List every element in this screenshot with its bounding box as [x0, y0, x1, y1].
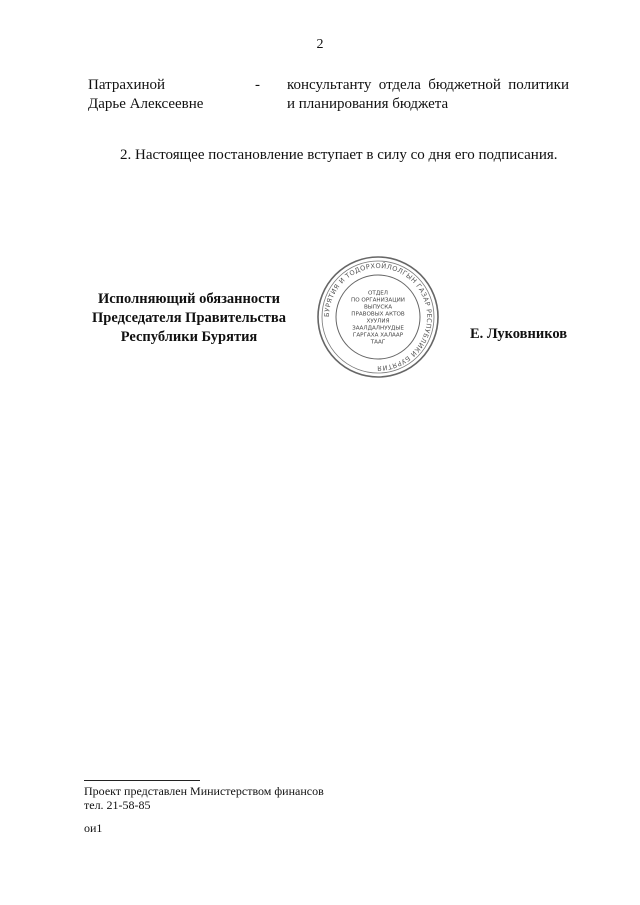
paragraph-2: 2. Настоящее постановление вступает в силу со дня его подписания. [120, 147, 558, 163]
seal-graphic [316, 255, 440, 379]
footnote-rule [84, 780, 200, 781]
signatory-title-line3: Республики Бурятия [120, 329, 258, 345]
seal-ring-text: БУРЯТИЯ И ТОДОРХОЙЛОЛГЫН ГАЗАР РЕСПУБЛИКИ БУРЯТИЯ [322, 261, 434, 373]
appointee-name-line2: Дарье Алексеевне [88, 96, 204, 112]
footer-prepared-by: Проект представлен Министерством финансов [84, 784, 324, 798]
seal-center-line: ОТДЕЛ [368, 290, 388, 297]
seal-center-line: ХУУЛИЯ [366, 318, 390, 325]
footer-code: ои1 [84, 821, 103, 835]
seal-center-line: ВЫПУСКА [363, 304, 393, 311]
official-seal [316, 255, 440, 379]
signatory-title [74, 290, 304, 347]
appointee-position: консультанту отдела бюджетной политики и планирования бюджета [287, 77, 569, 112]
signatory-title-line2: Председателя Правительства [92, 310, 286, 326]
appointment-dash: - [255, 77, 260, 93]
seal-center-line: ЗААЛДАЛНУУДЫЕ [352, 325, 404, 332]
signatory-name: Е. Луковников [470, 326, 568, 342]
footer-phone: тел. 21-58-85 [84, 798, 151, 812]
seal-center-line: ПРАВОВЫХ АКТОВ [351, 311, 405, 318]
seal-center-text [351, 291, 405, 346]
signatory-title-line1: Исполняющий обязанности [97, 291, 281, 307]
appointee-name-line1: Патрахиной [88, 77, 166, 93]
seal-center-line: ТААГ [370, 339, 386, 346]
page-number: 2 [316, 37, 324, 52]
seal-center-line: ГАРГАХА ХАЛААР [352, 332, 404, 339]
appointee-name [88, 76, 203, 114]
seal-center-line: ПО ОРГАНИЗАЦИИ [351, 297, 405, 304]
